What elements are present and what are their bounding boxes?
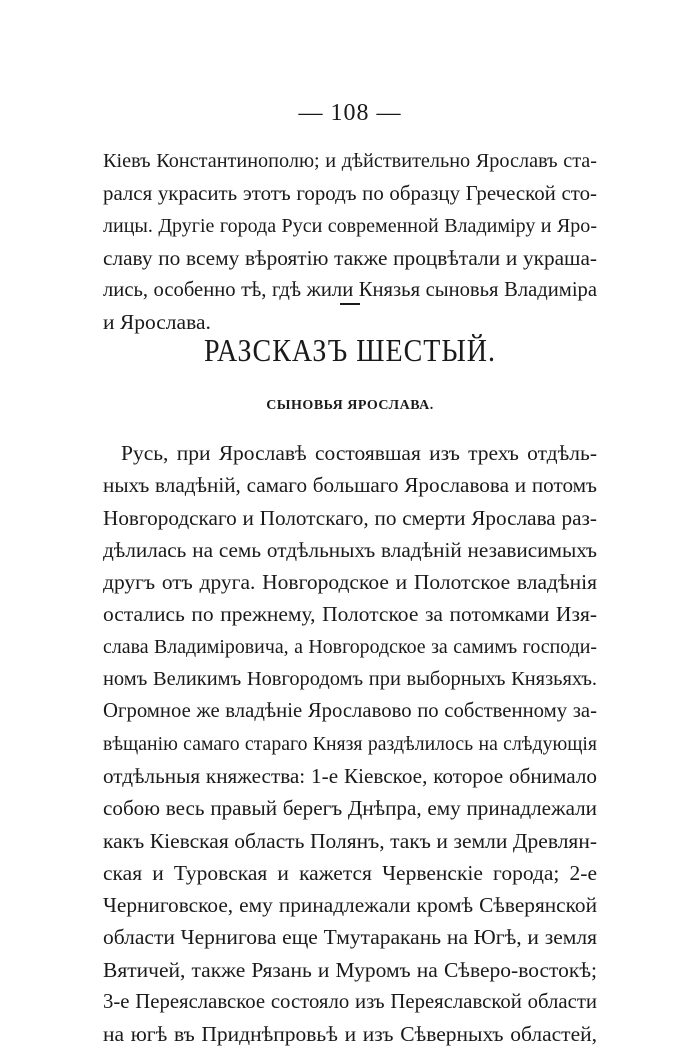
text-line: остались по прежнему, Полотское за потомками Изя- bbox=[103, 602, 597, 627]
text-line: на югѣ въ Приднѣпровьѣ и изъ Сѣверныхъ областей, bbox=[103, 1022, 597, 1047]
text-line: и Ярослава. bbox=[103, 310, 211, 335]
text-line: Русь, при Ярославѣ состоявшая изъ трехъ отдѣль- bbox=[121, 441, 597, 465]
text-line: области Чернигова еще Тмутаракань на Югѣ, и земля bbox=[103, 925, 597, 950]
chapter-title: РАЗСКАЗЪ ШЕСТЫЙ. bbox=[204, 333, 496, 370]
text-line: номъ Великимъ Новгородомъ при выборныхъ Князьяхъ. bbox=[103, 668, 597, 691]
text-line: Черниговское, ему принадлежали кромѣ Сѣверянской bbox=[103, 893, 597, 918]
chapter-subtitle: СЫНОВЬЯ ЯРОСЛАВА. bbox=[266, 398, 434, 413]
text-line: лись, особенно тѣ, гдѣ жили Князья сыновья Владиміра bbox=[103, 279, 597, 302]
text-line: ская и Туровская и кажется Червенскіе города; 2-е bbox=[103, 860, 597, 885]
body-paragraph bbox=[103, 437, 597, 1051]
section-divider bbox=[340, 303, 360, 305]
text-line: другъ отъ друга. Новгородское и Полотское владѣнія bbox=[103, 570, 597, 595]
text-line: отдѣльныя княжества: 1-е Кіевское, которое обнимало bbox=[103, 763, 597, 788]
text-line: Новгородскаго и Полотскаго, по смерти Ярослава раз- bbox=[103, 505, 597, 530]
text-line: Огромное же владѣніе Ярославово по собственному за- bbox=[103, 700, 597, 723]
text-line: лицы. Другіе города Руси современной Владиміру и Яро- bbox=[103, 214, 597, 237]
text-line: какъ Кіевская область Полянъ, такъ и земли Древлян- bbox=[103, 828, 597, 853]
text-line: собою весь правый берегъ Днѣпра, ему принадлежали bbox=[103, 796, 597, 821]
text-line: славу по всему вѣроятію также процвѣтали и украша- bbox=[103, 245, 597, 270]
text-line: дѣлилась на семь отдѣльныхъ владѣній независимыхъ bbox=[103, 537, 597, 562]
text-line: рался украсить этотъ городъ по образцу Греческой сто- bbox=[103, 181, 597, 206]
text-line: Кіевъ Константинополю; и дѣйствительно Ярославъ ста- bbox=[103, 150, 597, 172]
text-line: вѣщанію самаго стараго Князя раздѣлилось на слѣдующія bbox=[103, 732, 597, 755]
text-line: ныхъ владѣній, самаго большаго Ярославова и потомъ bbox=[103, 473, 597, 498]
text-line: 3-е Переяславское состояло изъ Переяславской области bbox=[103, 991, 597, 1014]
text-line: слава Владиміровича, а Новгородское за самимъ господи- bbox=[103, 635, 597, 658]
page-number: — 108 — bbox=[298, 100, 402, 126]
intro-paragraph bbox=[103, 145, 597, 339]
text-line: Вятичей, также Рязань и Муромъ на Сѣверо-востокѣ; bbox=[103, 957, 597, 982]
